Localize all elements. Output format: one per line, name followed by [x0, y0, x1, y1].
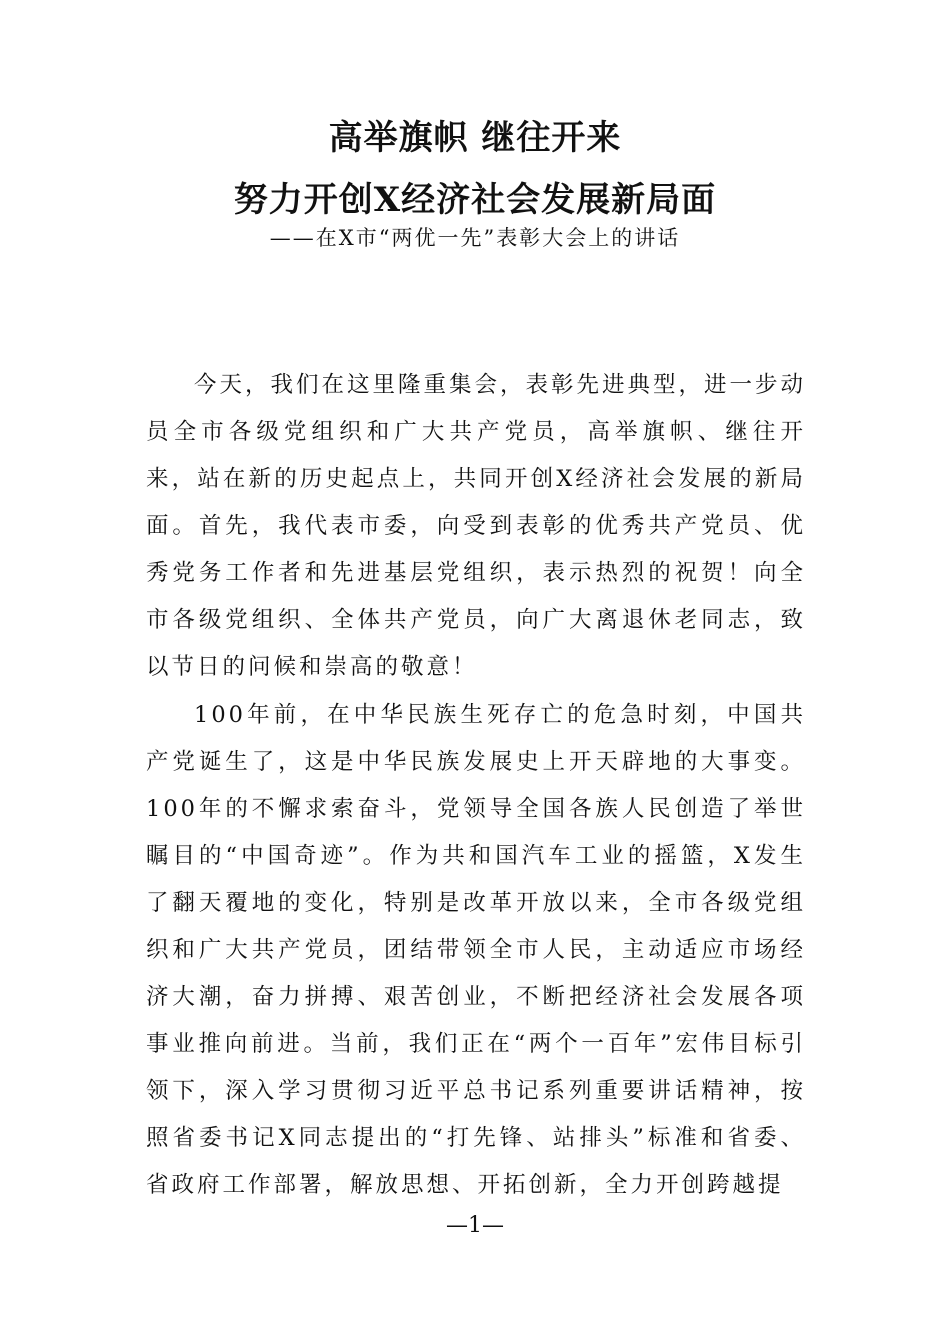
- page-number: —1—: [446, 1213, 504, 1238]
- document-subtitle: ——在X市“两优一先”表彰大会上的讲话: [269, 226, 681, 250]
- body-paragraph-1: 今天，我们在这里隆重集会，表彰先进典型，进一步动员全市各级党组织和广大共产党员，高举旗帜、继往开来，站在新的历史起点上，共同开创X经济社会发展的新局面。首先，我代表市委，向受到表彰的优秀共产党员、优秀党务工作者和先进基层党组织，表示热烈的祝贺！向全市各级党组织、全体共产党员，向广大离退休老同志，致以节日的问候和崇高的敬意！: [146, 372, 807, 680]
- document-title-line-1: 高举旗帜 继往开来: [328, 118, 622, 158]
- document-title-line-2: 努力开创X经济社会发展新局面: [233, 180, 717, 220]
- body-paragraph-2: 100年前，在中华民族生死存亡的危急时刻，中国共产党诞生了，这是中华民族发展史上开天辟地的大事变。100年的不懈求索奋斗，党领导全国各族人民创造了举世瞩目的“中国奇迹”。作为共和国汽车工业的摇篮，X发生了翻天覆地的变化，特别是改革开放以来，全市各级党组织和广大共产党员，团结带领全市人民，主动适应市场经济大潮，奋力拼搏、艰苦创业，不断把经济社会发展各项事业推向前进。当前，我们正在“两个一百年”宏伟目标引领下，深入学习贯彻习近平总书记系列重要讲话精神，按照省委书记X同志提出的“打先锋、站排头”标准和省委、省政府工作部署，解放思想、开拓创新，全力开创跨越提: [146, 702, 806, 1198]
